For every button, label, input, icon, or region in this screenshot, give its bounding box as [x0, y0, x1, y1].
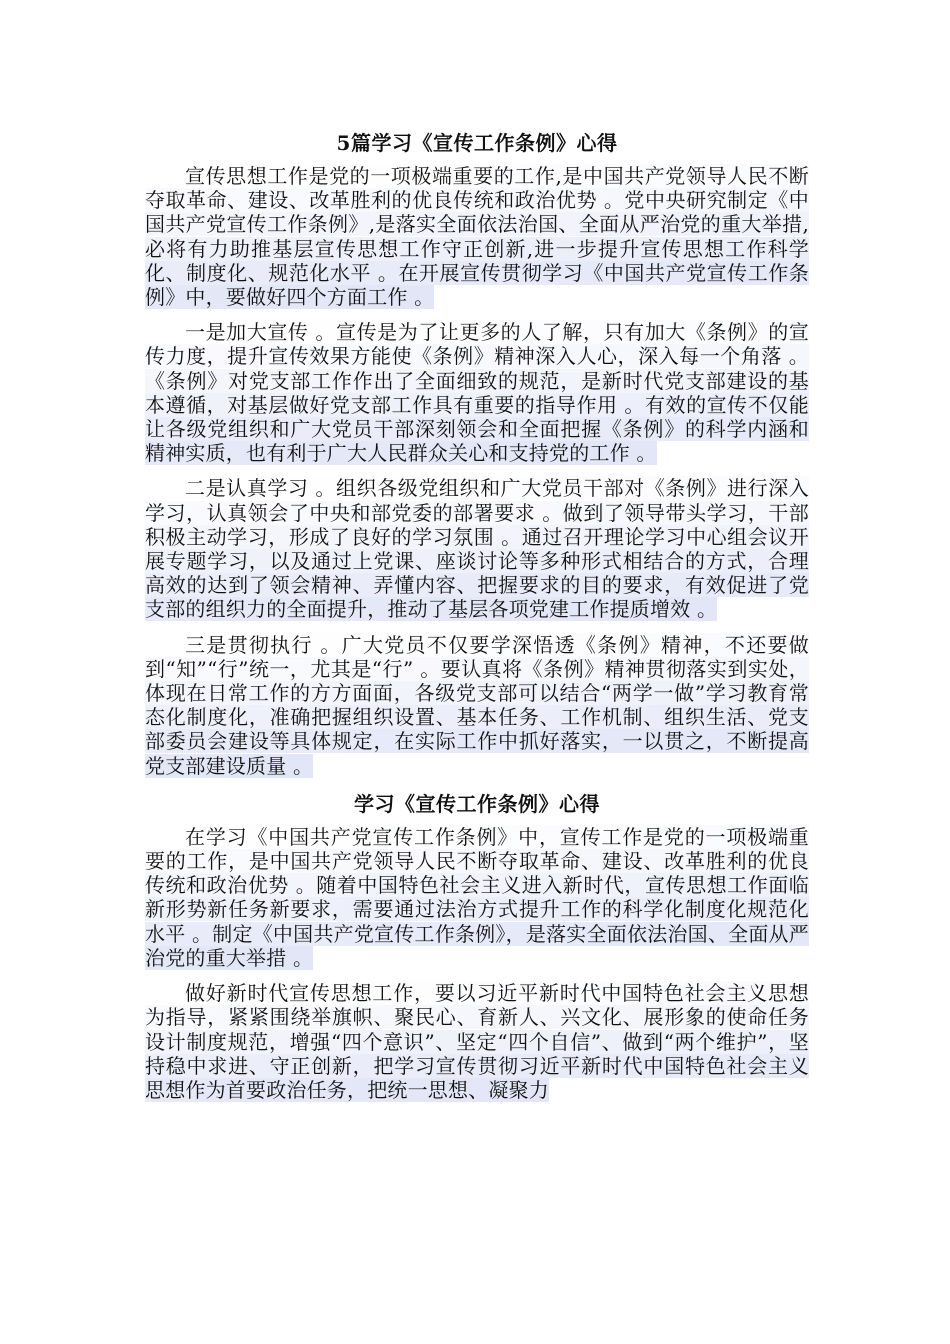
paragraph-text: 在学习《中国共产党宣传工作条例》中，宣传工作是党的一项极端重要的工作，是中国共产党领导人民不断夺取革命、建设、改革胜利的优良传统和政治优势 。随着中国特色社会主义进入新时代，宣传思想工作面临新形势新任务新要求，需要通过法治方式提升工作的科学化制度化规范化水平 。制定《中国共产党宣传工作条例》，是落实全面依法治国、全面从严治党的重大举措 。: [145, 824, 809, 970]
paragraph-text: 做好新时代宣传思想工作，要以习近平新时代中国特色社会主义思想为指导，紧紧围绕举旗帜、聚民心、育新人、兴文化、展形象的使命任务设计制度规范，增强“四个意识”、坚定“四个自信”、做到“两个维护”，坚持稳中求进、守正创新，把学习宣传贯彻习近平新时代中国特色社会主义思想作为首要政治任务，把统一思想、凝聚力: [145, 981, 809, 1102]
paragraph-text: 二是认真学习 。组织各级党组织和广大党员干部对《条例》进行深入学习，认真领会了中央和部党委的部署要求 。做到了领导带头学习，干部积极主动学习，形成了良好的学习氛围 。通过召开理论学习中心组会议开展专题学习，以及通过上党课、座谈讨论等多种形式相结合的方式，合理高效的达到了领会精神、弄懂内容、把握要求的目的要求，有效促进了党支部的组织力的全面提升，推动了基层各项党建工作提质增效 。: [145, 476, 809, 622]
paragraph-text: 三是贯彻执行 。广大党员不仅要学深悟透《条例》精神，不还要做到“知”“行”统一，尤其是“行” 。要认真将《条例》精神贯彻落实到实处，体现在日常工作的方方面面，各级党支部可以结合“两学一做”学习教育常态化制度化，准确把握组织设置、基本任务、工作机制、组织生活、党支部委员会建设等具体规定，在实际工作中抓好落实，一以贯之，不断提高党支部建设质量 。: [145, 632, 809, 778]
document-page: [145, 128, 809, 1113]
paragraph: [145, 320, 809, 465]
paragraph-text: 一是加大宣传 。宣传是为了让更多的人了解，只有加大《条例》的宣传力度，提升宣传效果方能使《条例》精神深入人心，深入每一个角落 。《条例》对党支部工作作出了全面细致的规范，是新时代党支部建设的基本遵循，对基层做好党支部工作具有重要的指导作用 。有效的宣传不仅能让各级党组织和广大党员干部深刻领会和全面把握《条例》的科学内涵和精神实质，也有利于广大人民群众关心和支持党的工作 。: [145, 320, 809, 466]
paragraph: [145, 825, 809, 970]
paragraph: [145, 633, 809, 778]
paragraph: [145, 476, 809, 621]
document-title: 5篇学习《宣传工作条例》心得: [336, 131, 618, 155]
section-title: 学习《宣传工作条例》心得: [354, 791, 600, 816]
paragraph: [145, 981, 809, 1102]
paragraph-text: 宣传思想工作是党的一项极端重要的工作,是中国共产党领导人民不断夺取革命、建设、改革胜利的优良传统和政治优势 。党中央研究制定《中国共产党宣传工作条例》,是落实全面依法治国、全面从严治党的重大举措,必将有力助推基层宣传思想工作守正创新,进一步提升宣传思想工作科学化、制度化、规范化水平 。在开展宣传贯彻学习《中国共产党宣传工作条例》中，要做好四个方面工作 。: [145, 164, 809, 310]
paragraph: [145, 164, 809, 309]
